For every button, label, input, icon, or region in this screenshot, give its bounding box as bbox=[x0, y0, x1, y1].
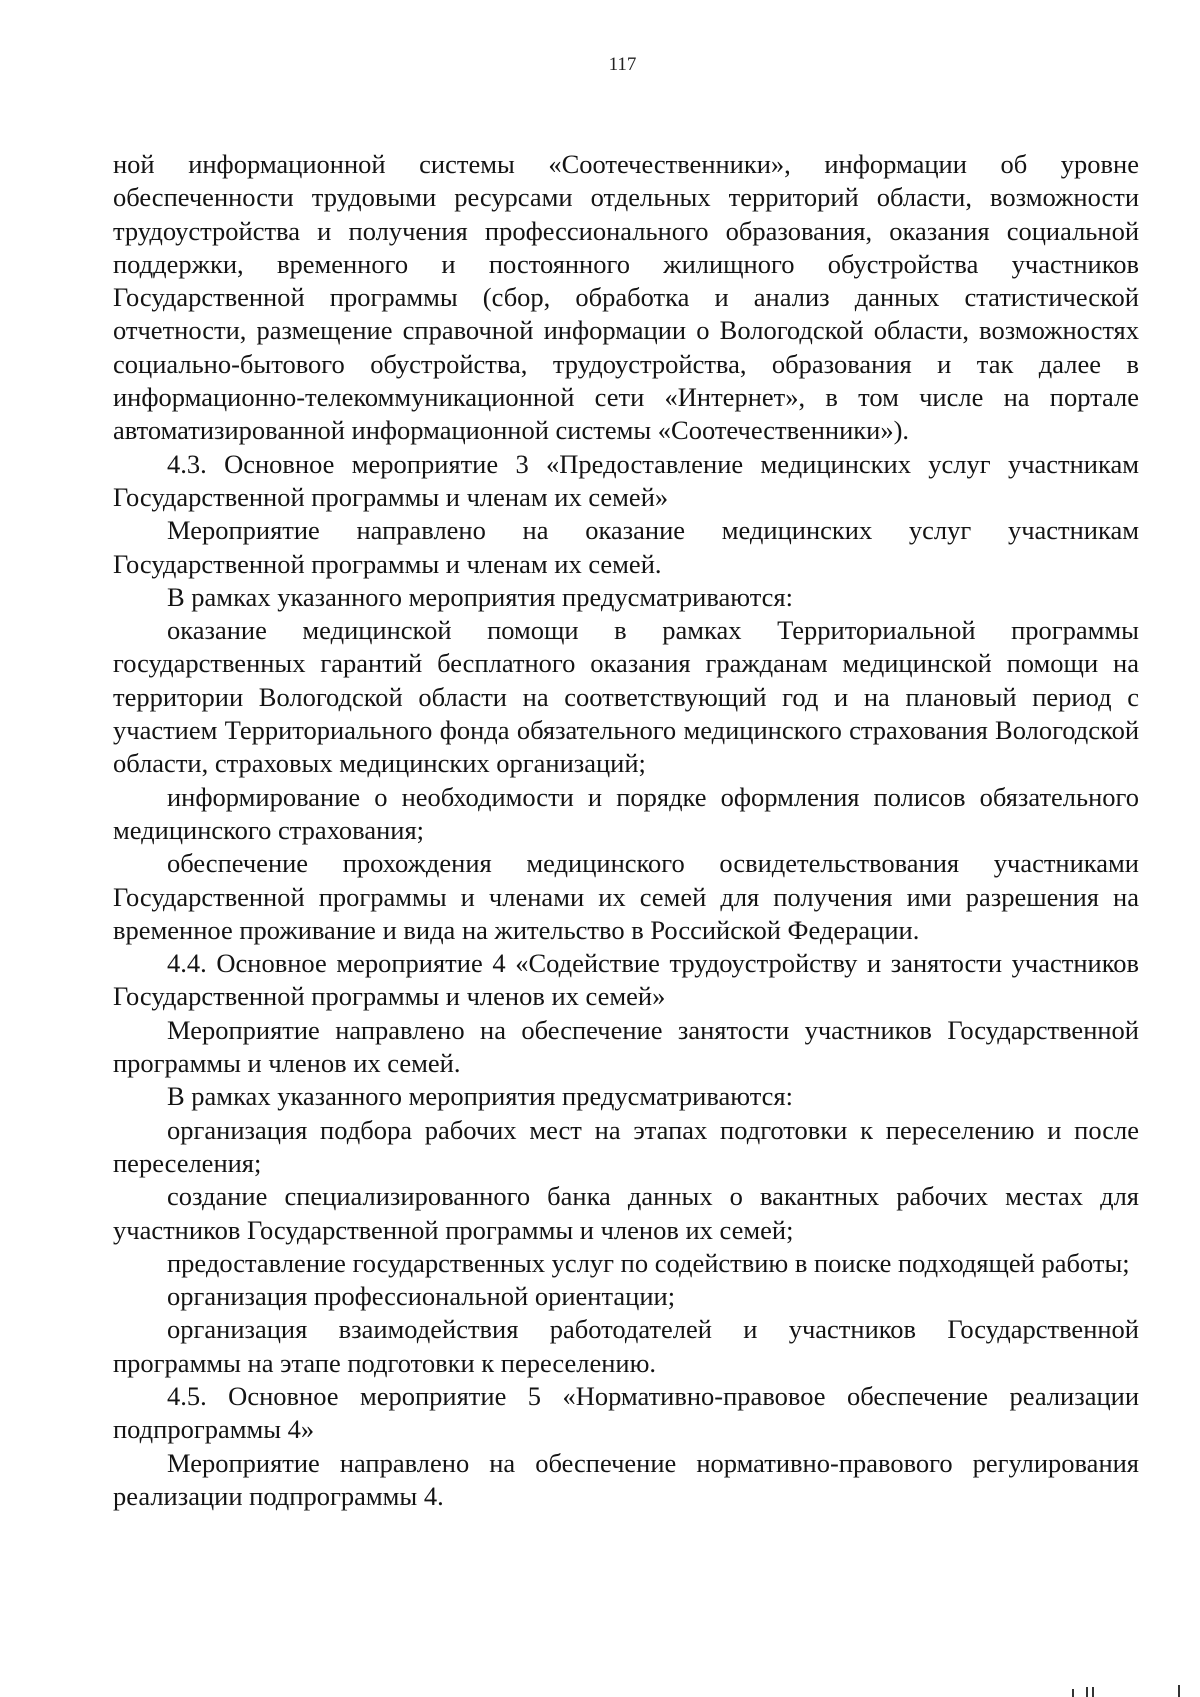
paragraph-continuation: ной информационной системы «Соотечественники», информации об уровне обеспеченности трудовыми ресурсами отдельных территорий области, возможности трудоустройства и получения профессионального образования, оказания социальной поддержки, временного и постоянного жилищного обустройства участников Государственной программы (сбор, обработка и анализ данных статистической отчетности, размещение справочной информации о Вологодской области, возможностях социально-бытового обустройства, трудоустройства, образования и так далее в информационно-телекоммуникационной сети «Интернет», в том числе на портале автоматизированной информационной системы «Соотечественники»). bbox=[113, 149, 1139, 446]
document-body bbox=[113, 148, 1139, 1513]
section-heading-4-4: 4.4. Основное мероприятие 4 «Содействие трудоустройству и занятости участников Государственной программы и членов их семей» bbox=[113, 948, 1139, 1012]
scan-mark bbox=[1072, 1689, 1074, 1697]
page-number: 117 bbox=[608, 54, 637, 75]
list-item: обеспечение прохождения медицинского освидетельствования участниками Государственной программы и членами их семей для получения ими разрешения на временное проживание и вида на жительство в Российской Федерации. bbox=[113, 848, 1139, 945]
scan-mark bbox=[1178, 1685, 1180, 1697]
section-heading-4-5: 4.5. Основное мероприятие 5 «Нормативно-правовое обеспечение реализации подпрограммы 4» bbox=[113, 1380, 1139, 1445]
paragraph: Мероприятие направлено на обеспечение нормативно-правового регулирования реализации подпрограммы 4. bbox=[113, 1447, 1139, 1511]
paragraph: В рамках указанного мероприятия предусматриваются: bbox=[167, 1081, 793, 1112]
list-item: организация профессиональной ориентации; bbox=[167, 1281, 676, 1312]
list-item: создание специализированного банка данных о вакантных рабочих местах для участников Государственной программы и членов их семей; bbox=[113, 1181, 1139, 1245]
list-item: организация подбора рабочих мест на этапах подготовки к переселению и после переселения; bbox=[113, 1114, 1139, 1178]
list-item: информирование о необходимости и порядке оформления полисов обязательного медицинского страхования; bbox=[113, 781, 1139, 845]
list-item: организация взаимодействия работодателей и участников Государственной программы на этапе подготовки к переселению. bbox=[113, 1314, 1139, 1378]
paragraph: Мероприятие направлено на оказание медицинских услуг участникам Государственной программы и членам их семей. bbox=[113, 515, 1139, 579]
scan-mark bbox=[1092, 1687, 1094, 1697]
section-heading-4-3: 4.3. Основное мероприятие 3 «Предоставление медицинских услуг участникам Государственной программы и членам их семей» bbox=[113, 448, 1139, 512]
scan-mark bbox=[1086, 1687, 1088, 1697]
paragraph: Мероприятие направлено на обеспечение занятости участников Государственной программы и членов их семей. bbox=[113, 1014, 1139, 1079]
list-item: оказание медицинской помощи в рамках Территориальной программы государственных гарантий бесплатного оказания гражданам медицинской помощи на территории Вологодской области на соответствующий год и на плановый период с участием Территориального фонда обязательного медицинского страхования Вологодской области, страховых медицинских организаций; bbox=[113, 615, 1139, 779]
scan-edge-marks bbox=[1042, 1683, 1182, 1697]
paragraph: В рамках указанного мероприятия предусматриваются: bbox=[167, 581, 793, 612]
list-item: предоставление государственных услуг по содействию в поиске подходящей работы; bbox=[167, 1247, 1130, 1278]
